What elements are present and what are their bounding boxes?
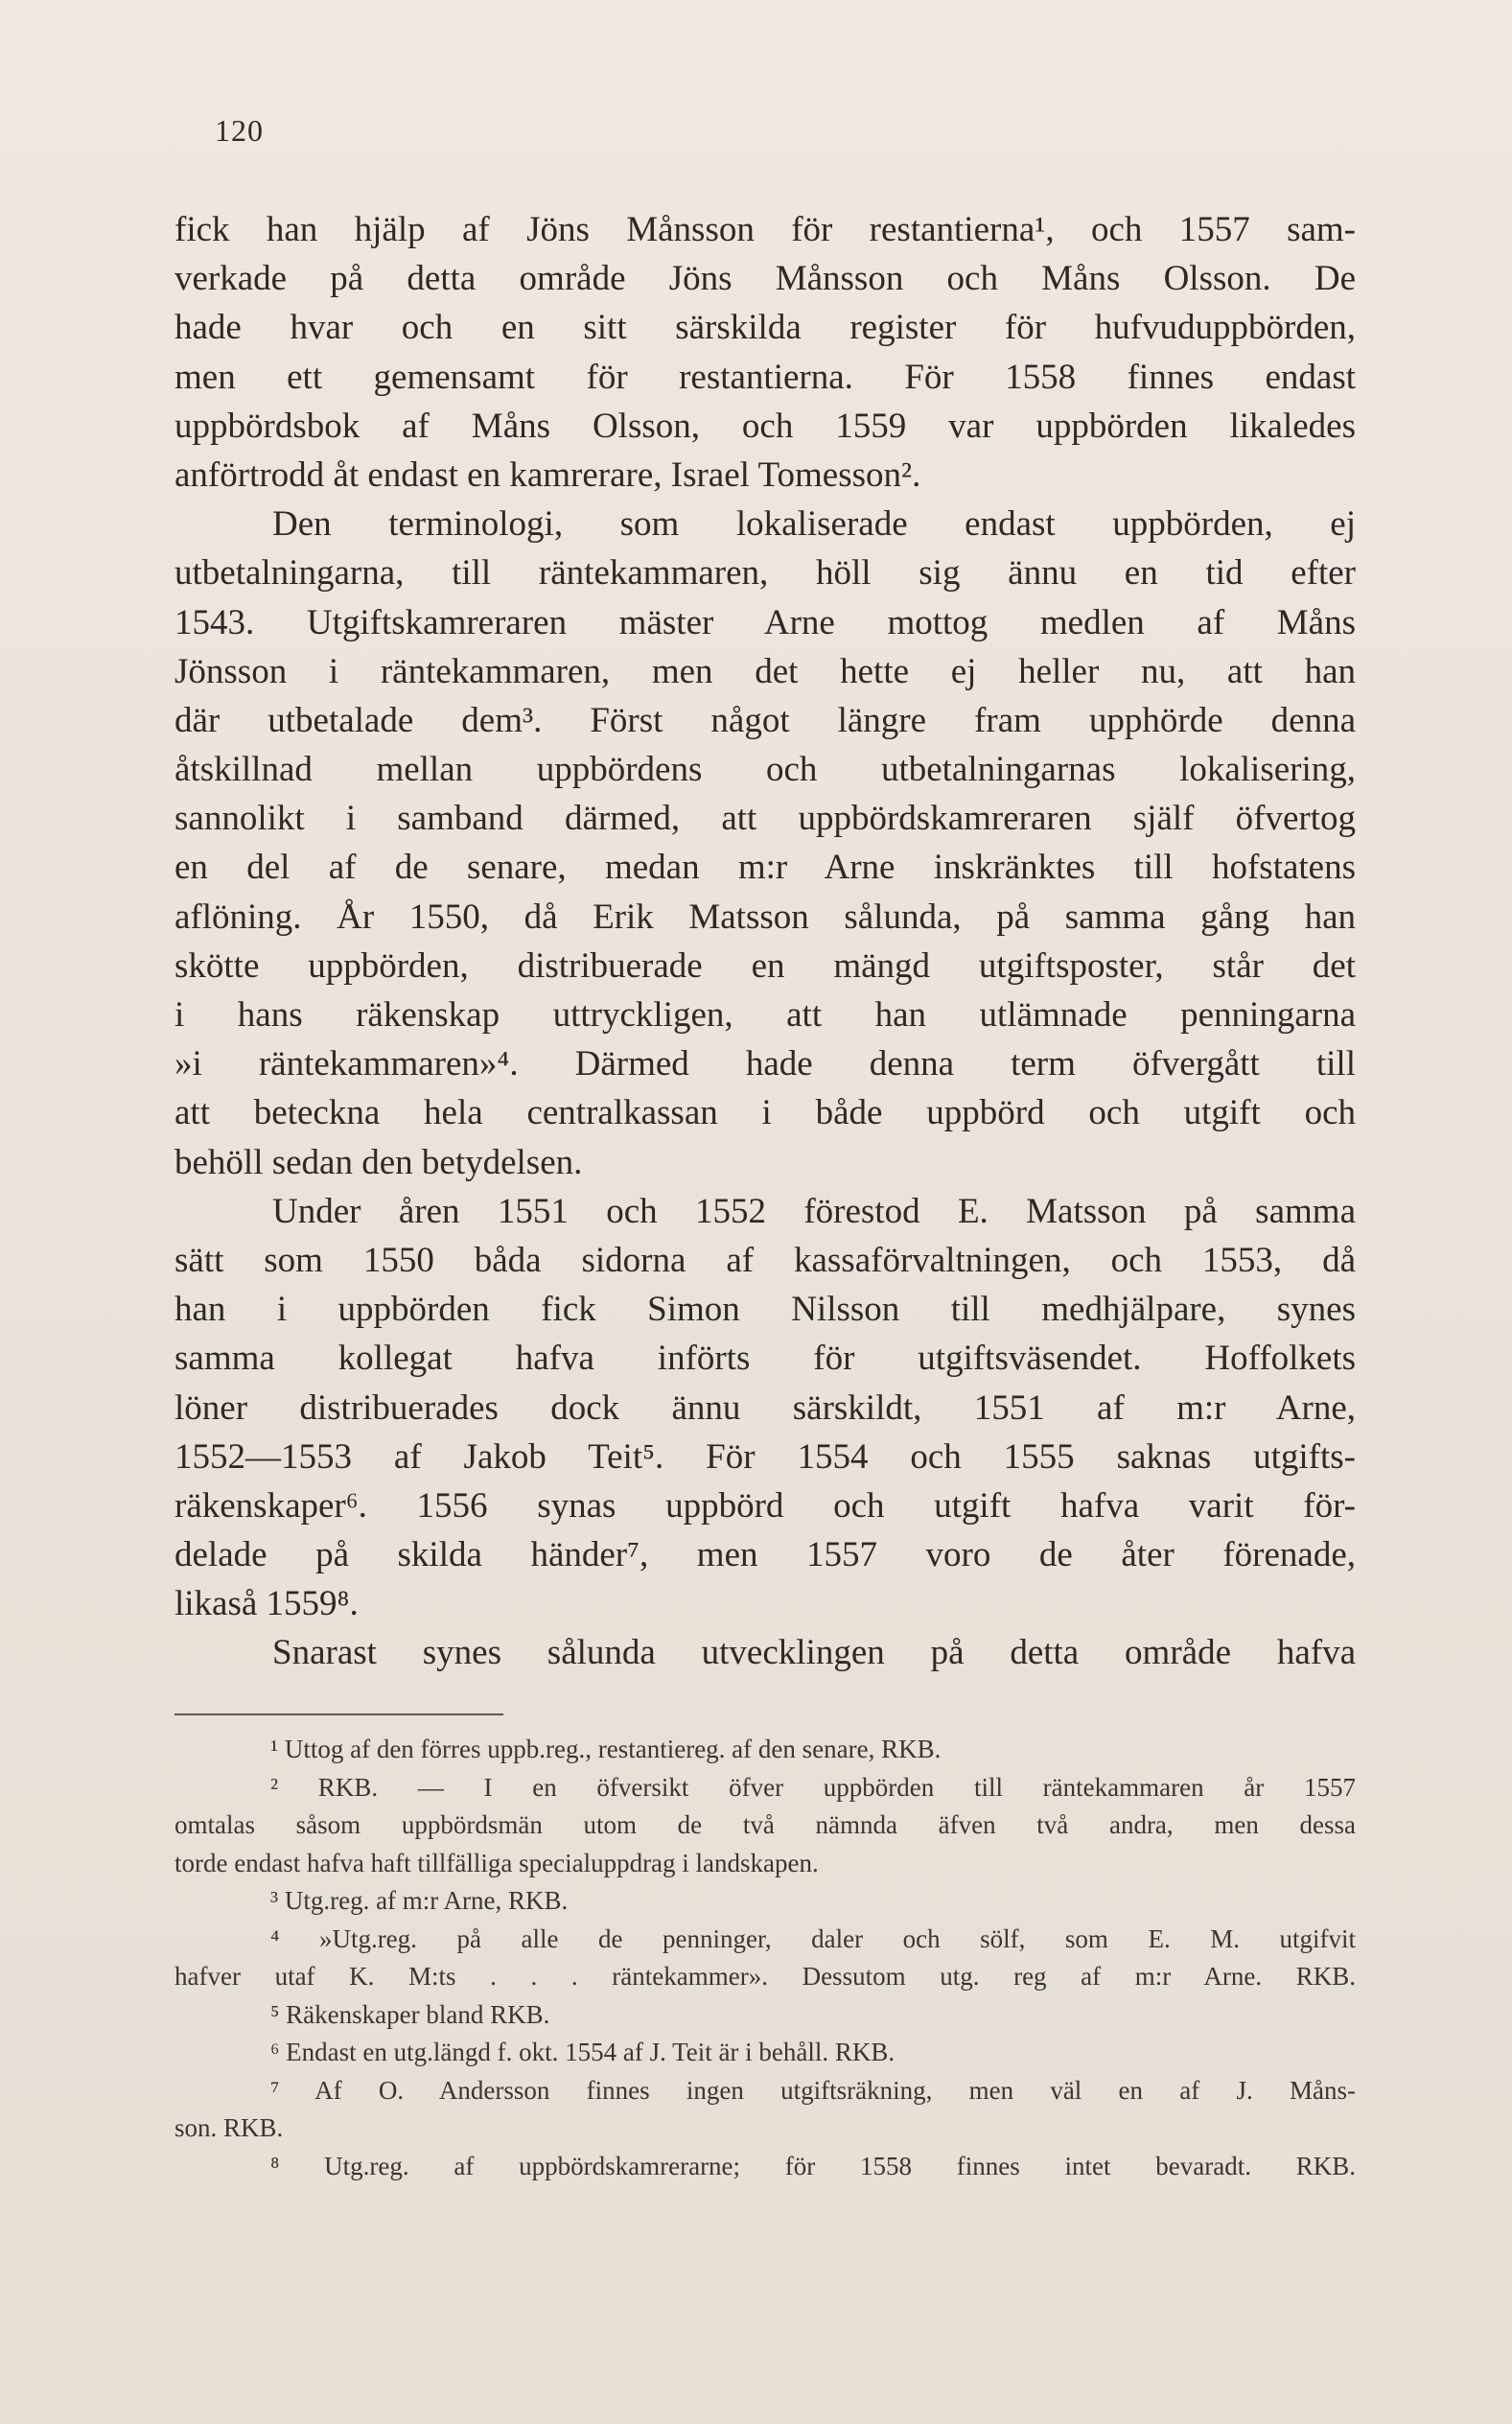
text-line: Jönsson i räntekammaren, men det hette ej heller nu, att han: [174, 651, 1356, 691]
text-line: uppbördsbok af Måns Olsson, och 1559 var uppbörden likaledes: [174, 406, 1356, 446]
footnote-line: omtalas såsom uppbördsmän utom de två nämnda äfven två andra, men dessa: [174, 1810, 1356, 1839]
text-line: »i räntekammaren»⁴. Därmed hade denna term öfvergått till: [174, 1044, 1356, 1084]
footnotes: [174, 1731, 1356, 2185]
text-line: 1552—1553 af Jakob Teit⁵. För 1554 och 1555 saknas utgifts-: [174, 1436, 1356, 1477]
text-line: samma kollegat hafva införts för utgiftsväsendet. Hoffolkets: [174, 1339, 1356, 1379]
text-line: han i uppbörden fick Simon Nilsson till medhjälpare, synes: [174, 1290, 1356, 1330]
text-line: skötte uppbörden, distribuerade en mängd utgiftsposter, står det: [174, 945, 1356, 986]
text-line: behöll sedan den betydelsen.: [174, 1142, 583, 1182]
footnote-line: ² RKB. — I en öfversikt öfver uppbörden till räntekammaren år 1557: [270, 1772, 1356, 1802]
page-number: 120: [215, 113, 264, 148]
text-line: en del af de senare, medan m:r Arne inskränktes till hofstatens: [174, 848, 1356, 888]
footnote-line: ¹ Uttog af den förres uppb.reg., restantiereg. af den senare, RKB.: [270, 1735, 942, 1763]
footnote-line: torde endast hafva haft tillfälliga specialuppdrag i landskapen.: [174, 1848, 819, 1877]
text-line: Den terminologi, som lokaliserade endast uppbörden, ej: [272, 504, 1356, 545]
text-line: där utbetalade dem³. Först något längre fram upphörde denna: [174, 700, 1356, 740]
text-line: verkade på detta område Jöns Månsson och Måns Olsson. De: [174, 259, 1356, 299]
text-line: men ett gemensamt för restantierna. För 1558 finnes endast: [174, 357, 1356, 397]
footnote-line: ⁸ Utg.reg. af uppbördskamrerarne; för 1558 finnes intet bevaradt. RKB.: [270, 2151, 1356, 2180]
footnote-line: ³ Utg.reg. af m:r Arne, RKB.: [270, 1886, 569, 1915]
footnote-line: son. RKB.: [174, 2113, 284, 2142]
text-line: åtskillnad mellan uppbördens och utbetalningarnas lokalisering,: [174, 750, 1356, 790]
text-line: sätt som 1550 båda sidorna af kassaförvaltningen, och 1553, då: [174, 1240, 1356, 1280]
text-line: delade på skilda händer⁷, men 1557 voro de åter förenade,: [174, 1535, 1356, 1575]
body-text: [174, 205, 1356, 1678]
text-line: fick han hjälp af Jöns Månsson för restantierna¹, och 1557 sam-: [174, 210, 1356, 249]
footnote-line: ⁵ Räkenskaper bland RKB.: [270, 1999, 550, 2029]
footnote-line: hafver utaf K. M:ts . . . räntekammer». Dessutom utg. reg af m:r Arne. RKB.: [174, 1962, 1356, 1991]
text-line: anförtrodd åt endast en kamrerare, Israel Tomesson².: [174, 454, 921, 495]
text-line: Snarast synes sålunda utvecklingen på detta område hafva: [272, 1633, 1356, 1673]
footnote-line: ⁶ Endast en utg.längd f. okt. 1554 af J. Teit är i behåll. RKB.: [270, 2038, 896, 2066]
text-line: aflöning. År 1550, då Erik Matsson sålunda, på samma gång han: [174, 897, 1356, 937]
footnote-divider: [174, 1713, 503, 1715]
text-line: 1543. Utgiftskamreraren mäster Arne mottog medlen af Måns: [174, 602, 1356, 642]
text-line: löner distribuerades dock ännu särskildt, 1551 af m:r Arne,: [174, 1387, 1356, 1428]
footnote-line: ⁷ Af O. Andersson finnes ingen utgiftsräkning, men väl en af J. Måns-: [270, 2075, 1356, 2105]
text-line: att beteckna hela centralkassan i både uppbörd och utgift och: [174, 1093, 1356, 1133]
text-line: räkenskaper⁶. 1556 synas uppbörd och utgift hafva varit för-: [174, 1485, 1356, 1526]
text-line: likaså 1559⁸.: [174, 1584, 359, 1624]
text-line: utbetalningarna, till räntekammaren, höll sig ännu en tid efter: [174, 553, 1356, 594]
text-line: sannolikt i samband därmed, att uppbördskamreraren själf öfvertog: [174, 799, 1356, 839]
text-line: Under åren 1551 och 1552 förestod E. Matsson på samma: [272, 1191, 1356, 1231]
footnote-line: ⁴ »Utg.reg. på alle de penninger, daler och sölf, som E. M. utgifvit: [270, 1923, 1356, 1953]
text-line: hade hvar och en sitt särskilda register för hufvuduppbörden,: [174, 308, 1356, 348]
text-line: i hans räkenskap uttryckligen, att han utlämnade penningarna: [174, 995, 1356, 1035]
